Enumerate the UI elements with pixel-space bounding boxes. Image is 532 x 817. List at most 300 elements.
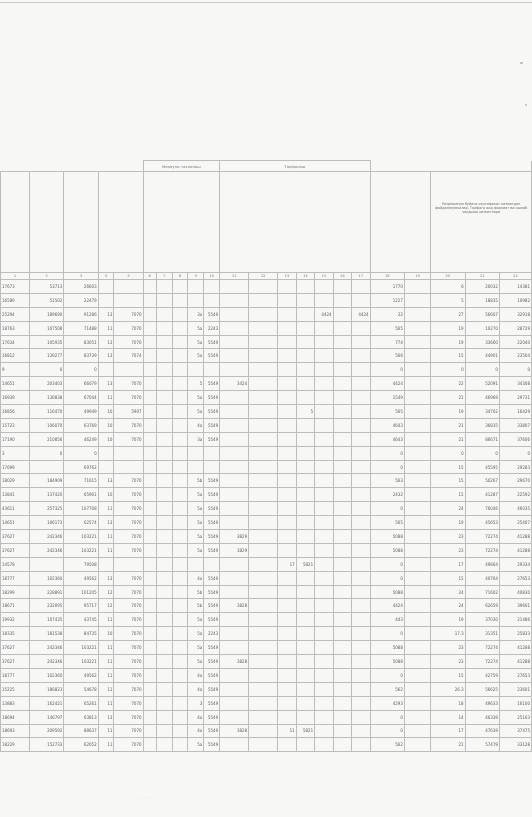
table-cell <box>352 460 371 474</box>
table-cell <box>333 682 351 696</box>
table-cell: 5549 <box>204 377 220 391</box>
table-cell <box>98 460 114 474</box>
table-cell: 17190 <box>1 432 30 446</box>
table-cell <box>172 307 188 321</box>
table-cell <box>404 530 430 544</box>
table-cell <box>220 557 249 571</box>
table-cell <box>249 432 278 446</box>
table-cell <box>249 460 278 474</box>
table-cell <box>143 321 156 335</box>
table-cell <box>143 307 156 321</box>
table-cell: 107508 <box>30 321 64 335</box>
table-cell <box>278 655 296 669</box>
table-cell <box>143 571 156 585</box>
table-cell <box>315 585 333 599</box>
table-cell <box>220 474 249 488</box>
table-cell <box>249 502 278 516</box>
table-cell: 47639 <box>465 724 499 738</box>
table-cell <box>143 335 156 349</box>
table-cell <box>278 710 296 724</box>
table-cell: 5549 <box>204 641 220 655</box>
table-cell: 71602 <box>465 585 499 599</box>
table-cell: 10 <box>98 627 114 641</box>
table-cell <box>143 682 156 696</box>
blank-header-cell <box>370 161 531 172</box>
table-cell <box>172 641 188 655</box>
table-cell <box>333 391 351 405</box>
table-cell <box>315 571 333 585</box>
table-cell: 11 <box>98 696 114 710</box>
statistics-table <box>0 160 532 752</box>
table-cell <box>404 391 430 405</box>
table-cell: 15 <box>431 349 465 363</box>
table-cell <box>315 668 333 682</box>
table-cell: 53713 <box>30 280 64 294</box>
table-cell <box>188 557 204 571</box>
column-header <box>64 172 98 273</box>
page-top-edge <box>0 2 532 3</box>
table-cell: 3828 <box>220 599 249 613</box>
table-cell: 10270 <box>465 321 499 335</box>
table-cell: 5549 <box>204 585 220 599</box>
table-cell: 14578 <box>1 557 30 571</box>
table-cell: 189690 <box>30 307 64 321</box>
table-cell <box>220 349 249 363</box>
table-cell <box>143 363 156 377</box>
table-cell: 11 <box>98 530 114 544</box>
table-cell: 7074 <box>114 349 143 363</box>
table-cell: 17 <box>431 724 465 738</box>
table-cell: 5b <box>188 585 204 599</box>
table-cell <box>204 363 220 377</box>
column-number: 13 <box>278 273 296 280</box>
table-cell: 4424 <box>315 307 333 321</box>
table-cell: 5549 <box>204 724 220 738</box>
table-row <box>1 405 532 419</box>
table-cell <box>333 502 351 516</box>
table-cell: 22040 <box>499 335 531 349</box>
table-row <box>1 543 532 557</box>
blank-header-cell <box>1 161 144 172</box>
table-cell: 49562 <box>64 571 98 585</box>
table-cell: 17 <box>431 557 465 571</box>
table-cell: 14 <box>431 710 465 724</box>
table-cell: 5a <box>188 738 204 752</box>
table-cell <box>404 363 430 377</box>
table-cell <box>249 335 278 349</box>
table-cell <box>333 432 351 446</box>
table-cell <box>404 724 430 738</box>
table-cell <box>114 557 143 571</box>
table-cell <box>404 377 430 391</box>
table-cell <box>143 405 156 419</box>
table-cell <box>143 627 156 641</box>
table-cell: 5a <box>188 516 204 530</box>
table-cell: 13 <box>98 710 114 724</box>
table-cell: 101205 <box>64 585 98 599</box>
table-cell: 52091 <box>465 377 499 391</box>
table-cell <box>220 641 249 655</box>
table-cell: 10 <box>98 432 114 446</box>
table-cell <box>249 668 278 682</box>
table-cell <box>30 460 64 474</box>
table-cell: 103221 <box>64 530 98 544</box>
table-cell: 7070 <box>114 432 143 446</box>
table-cell <box>98 363 114 377</box>
table-cell: 7070 <box>114 530 143 544</box>
table-cell: 3a <box>188 307 204 321</box>
table-cell: 5549 <box>204 488 220 502</box>
scan-speck <box>520 62 523 64</box>
table-cell: 5549 <box>204 571 220 585</box>
table-cell <box>296 432 314 446</box>
table-cell: 5549 <box>204 710 220 724</box>
table-cell: 5a <box>188 405 204 419</box>
table-cell: 33807 <box>499 418 531 432</box>
table-cell <box>333 738 351 752</box>
table-cell <box>278 516 296 530</box>
table-cell <box>333 293 351 307</box>
table-cell <box>114 363 143 377</box>
table-cell <box>333 363 351 377</box>
table-cell: 0 <box>499 446 531 460</box>
table-cell <box>98 446 114 460</box>
table-cell <box>333 307 351 321</box>
table-cell <box>352 613 371 627</box>
table-cell <box>333 641 351 655</box>
table-cell: 7070 <box>114 613 143 627</box>
table-cell <box>333 488 351 502</box>
table-cell <box>156 335 172 349</box>
table-cell <box>156 474 172 488</box>
table-cell: 65261 <box>64 696 98 710</box>
table-cell: 7070 <box>114 516 143 530</box>
table-cell: 18335 <box>1 627 30 641</box>
table-cell <box>220 668 249 682</box>
table-cell <box>315 696 333 710</box>
table-cell: 27653 <box>499 668 531 682</box>
table-cell <box>296 710 314 724</box>
table-cell: 18777 <box>1 571 30 585</box>
table-cell <box>156 641 172 655</box>
table-cell <box>315 280 333 294</box>
table-cell: 12 <box>98 599 114 613</box>
table-cell: 5088 <box>370 530 404 544</box>
table-cell <box>278 307 296 321</box>
column-number: 10 <box>204 273 220 280</box>
column-number: 5 <box>114 273 143 280</box>
table-cell <box>188 363 204 377</box>
table-cell: 7070 <box>114 724 143 738</box>
table-cell <box>278 321 296 335</box>
table-cell <box>172 460 188 474</box>
table-cell: 25163 <box>499 710 531 724</box>
table-cell: 18835 <box>465 293 499 307</box>
table-cell <box>333 474 351 488</box>
table-cell: 83051 <box>64 335 98 349</box>
table-cell: 5549 <box>204 307 220 321</box>
table-cell <box>114 280 143 294</box>
table-cell <box>404 349 430 363</box>
table-cell <box>352 599 371 613</box>
table-cell: 11 <box>98 668 114 682</box>
table-cell <box>352 682 371 696</box>
table-cell <box>333 405 351 419</box>
table-cell <box>220 307 249 321</box>
table-cell: 15 <box>431 460 465 474</box>
table-cell <box>249 557 278 571</box>
table-cell <box>352 432 371 446</box>
table-cell <box>352 516 371 530</box>
table-cell <box>278 349 296 363</box>
table-cell <box>296 516 314 530</box>
table-cell <box>333 280 351 294</box>
table-cell: 7070 <box>114 377 143 391</box>
table-cell <box>156 557 172 571</box>
table-cell: 0 <box>370 460 404 474</box>
table-cell: 0 <box>370 571 404 585</box>
table-cell <box>249 696 278 710</box>
table-cell <box>352 696 371 710</box>
table-cell: 3a <box>188 432 204 446</box>
table-cell <box>156 349 172 363</box>
table-cell <box>249 543 278 557</box>
table-cell: 24 <box>431 599 465 613</box>
table-cell: 4643 <box>370 432 404 446</box>
table-cell: 16856 <box>1 405 30 419</box>
table-cell: 23 <box>431 543 465 557</box>
table-cell <box>143 710 156 724</box>
table-cell: 17673 <box>1 280 30 294</box>
table-cell: 46339 <box>465 710 499 724</box>
table-cell: 7070 <box>114 585 143 599</box>
table-cell: 565 <box>370 405 404 419</box>
table-cell: 5549 <box>204 391 220 405</box>
table-cell: 3424 <box>220 377 249 391</box>
table-cell <box>352 335 371 349</box>
table-row <box>1 321 532 335</box>
table-cell <box>249 280 278 294</box>
table-cell: 5549 <box>204 405 220 419</box>
table-cell: 14381 <box>499 280 531 294</box>
table-cell: 5549 <box>204 696 220 710</box>
table-cell <box>333 668 351 682</box>
table-cell <box>143 432 156 446</box>
column-number: 15 <box>315 273 333 280</box>
table-cell: 0 <box>64 446 98 460</box>
table-cell: 56625 <box>465 682 499 696</box>
table-cell: 16100 <box>499 696 531 710</box>
table-cell: 4424 <box>352 307 371 321</box>
table-cell <box>296 418 314 432</box>
table-cell <box>352 474 371 488</box>
table-cell: 24 <box>431 502 465 516</box>
table-cell <box>278 682 296 696</box>
table-cell <box>249 724 278 738</box>
table-cell: 0 <box>370 724 404 738</box>
table-cell: 14651 <box>1 377 30 391</box>
table-cell <box>404 418 430 432</box>
table-cell: 0 <box>431 446 465 460</box>
table-cell <box>404 446 430 460</box>
table-cell <box>352 641 371 655</box>
table-cell: 37627 <box>1 641 30 655</box>
table-cell: 37627 <box>1 655 30 669</box>
table-cell: 41288 <box>499 543 531 557</box>
table-row <box>1 530 532 544</box>
table-cell <box>143 599 156 613</box>
table-cell: 11 <box>98 543 114 557</box>
table-cell <box>315 557 333 571</box>
table-cell: 210856 <box>30 432 64 446</box>
table-cell <box>296 571 314 585</box>
table-cell <box>315 363 333 377</box>
table-cell: 7070 <box>114 307 143 321</box>
table-cell <box>278 474 296 488</box>
table-cell <box>404 682 430 696</box>
table-cell <box>220 293 249 307</box>
table-cell <box>204 460 220 474</box>
table-cell <box>143 738 156 752</box>
table-cell: 13883 <box>1 696 30 710</box>
table-cell <box>296 530 314 544</box>
table-cell <box>156 682 172 696</box>
table-cell <box>172 349 188 363</box>
column-header <box>143 172 220 273</box>
table-cell <box>156 502 172 516</box>
table-cell: 13 <box>98 335 114 349</box>
table-cell: 5549 <box>204 543 220 557</box>
table-cell <box>249 307 278 321</box>
table-cell <box>143 502 156 516</box>
table-cell <box>156 585 172 599</box>
table-cell <box>220 738 249 752</box>
table-cell: 0 <box>370 627 404 641</box>
table-cell <box>333 724 351 738</box>
table-cell <box>188 460 204 474</box>
table-cell <box>172 432 188 446</box>
table-cell <box>296 543 314 557</box>
table-cell <box>278 363 296 377</box>
table-cell: 13 <box>98 571 114 585</box>
table-cell: 11 <box>98 655 114 669</box>
table-cell <box>352 446 371 460</box>
table-cell <box>172 710 188 724</box>
table-cell: 7070 <box>114 391 143 405</box>
table-cell <box>333 516 351 530</box>
table-cell: 565 <box>370 321 404 335</box>
table-cell <box>333 557 351 571</box>
table-cell: 242346 <box>30 655 64 669</box>
table-cell: 79508 <box>64 557 98 571</box>
table-cell <box>296 627 314 641</box>
table-cell <box>143 474 156 488</box>
table-cell <box>220 432 249 446</box>
table-cell: 5a <box>188 321 204 335</box>
table-cell: 5549 <box>204 349 220 363</box>
table-cell <box>220 710 249 724</box>
table-cell: 19 <box>431 405 465 419</box>
table-cell <box>296 280 314 294</box>
table-cell: 84735 <box>64 627 98 641</box>
table-cell: 5a <box>188 641 204 655</box>
table-cell: 91286 <box>64 307 98 321</box>
table-cell <box>352 502 371 516</box>
table-cell: 18694 <box>1 710 30 724</box>
table-cell <box>404 613 430 627</box>
table-cell <box>98 293 114 307</box>
table-cell <box>172 557 188 571</box>
table-cell: 5a <box>188 349 204 363</box>
column-number: 1 <box>1 273 30 280</box>
table-cell <box>249 363 278 377</box>
table-cell: 5088 <box>370 543 404 557</box>
table-cell: 24 <box>431 585 465 599</box>
table-cell: 5a <box>188 627 204 641</box>
table-row <box>1 724 532 738</box>
table-cell: 5a <box>188 655 204 669</box>
table-cell: 5549 <box>204 613 220 627</box>
table-cell <box>156 432 172 446</box>
table-cell <box>278 293 296 307</box>
table-cell: 11 <box>98 682 114 696</box>
table-cell: 13 <box>98 307 114 321</box>
table-cell <box>315 391 333 405</box>
table-cell <box>333 710 351 724</box>
table-cell <box>404 307 430 321</box>
table-row <box>1 668 532 682</box>
table-cell: 71488 <box>64 321 98 335</box>
table-cell: 22479 <box>64 293 98 307</box>
table-cell <box>296 474 314 488</box>
table-cell: 7070 <box>114 655 143 669</box>
table-cell <box>404 335 430 349</box>
table-cell <box>156 516 172 530</box>
table-cell: 41288 <box>499 641 531 655</box>
table-cell: 107708 <box>64 502 98 516</box>
table-cell: 139277 <box>30 349 64 363</box>
table-cell <box>296 321 314 335</box>
table-cell <box>278 613 296 627</box>
table-cell <box>315 335 333 349</box>
table-cell <box>352 530 371 544</box>
table-cell <box>315 460 333 474</box>
table-cell <box>114 293 143 307</box>
table-cell <box>278 738 296 752</box>
table-cell: 11 <box>98 391 114 405</box>
table-cell: 5088 <box>370 585 404 599</box>
header-note: Разрешения бўйича сертификат хизматдан фойдаланувчилар, Тоифага оид фаолият ва ишлаб чиқариш хизматлари <box>435 202 528 214</box>
table-cell <box>352 363 371 377</box>
table-cell: 11 <box>98 502 114 516</box>
table-cell: 7070 <box>114 738 143 752</box>
table-cell <box>30 557 64 571</box>
table-cell <box>404 641 430 655</box>
table-cell <box>172 488 188 502</box>
table-cell <box>204 293 220 307</box>
table-cell: 11 <box>98 724 114 738</box>
table-cell <box>278 502 296 516</box>
table-cell: 88637 <box>64 724 98 738</box>
table-cell: 242346 <box>30 543 64 557</box>
table-cell <box>98 280 114 294</box>
table-cell <box>315 516 333 530</box>
table-cell: 257325 <box>30 502 64 516</box>
table-cell <box>315 321 333 335</box>
table-cell: 181538 <box>30 627 64 641</box>
table-cell: 18671 <box>1 599 30 613</box>
column-number: 16 <box>333 273 351 280</box>
